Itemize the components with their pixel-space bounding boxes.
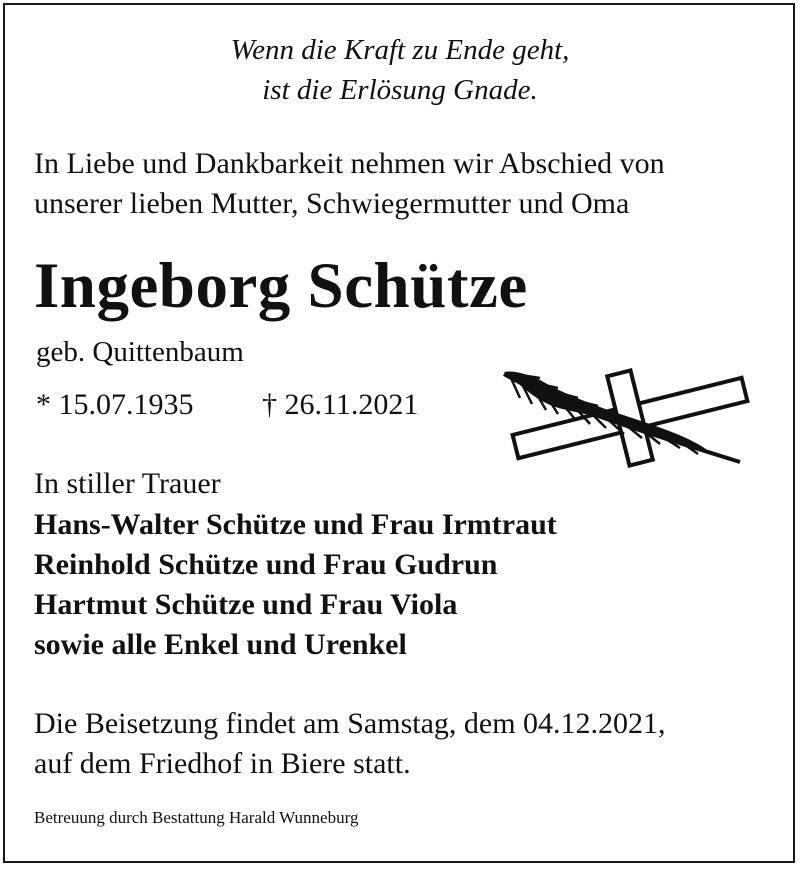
mourner-line: Hans-Walter Schütze und Frau Irmtraut — [34, 508, 557, 541]
deceased-name: Ingeborg Schütze — [34, 250, 528, 322]
mourner-line: Reinhold Schütze und Frau Gudrun — [34, 548, 498, 581]
funeral-line-1: Die Beisetzung findet am Samstag, dem 04.12.2021, — [34, 707, 666, 740]
intro-line-1: In Liebe und Dankbarkeit nehmen wir Abschied von — [34, 147, 665, 180]
mourner-line: sowie alle Enkel und Urenkel — [34, 628, 407, 661]
funeral-info — [34, 704, 666, 784]
cross-with-palm-frond-icon — [500, 366, 750, 470]
intro-line-2: unserer lieben Mutter, Schwiegermutter und Oma — [34, 187, 630, 220]
motto-line-1: Wenn die Kraft zu Ende geht, — [230, 34, 570, 66]
birth-name: geb. Quittenbaum — [36, 336, 244, 368]
mourning-label: In stiller Trauer — [34, 467, 221, 500]
death-date: † 26.11.2021 — [262, 388, 419, 421]
intro-text — [34, 144, 665, 224]
mourners-list — [34, 505, 557, 665]
funeral-line-2: auf dem Friedhof in Biere statt. — [34, 747, 411, 780]
undertaker-credit: Betreuung durch Bestattung Harald Wunneburg — [34, 808, 359, 827]
birth-date: * 15.07.1935 — [36, 388, 194, 421]
motto-line-2: ist die Erlösung Gnade. — [262, 74, 538, 106]
mourner-line: Hartmut Schütze und Frau Viola — [34, 588, 458, 621]
